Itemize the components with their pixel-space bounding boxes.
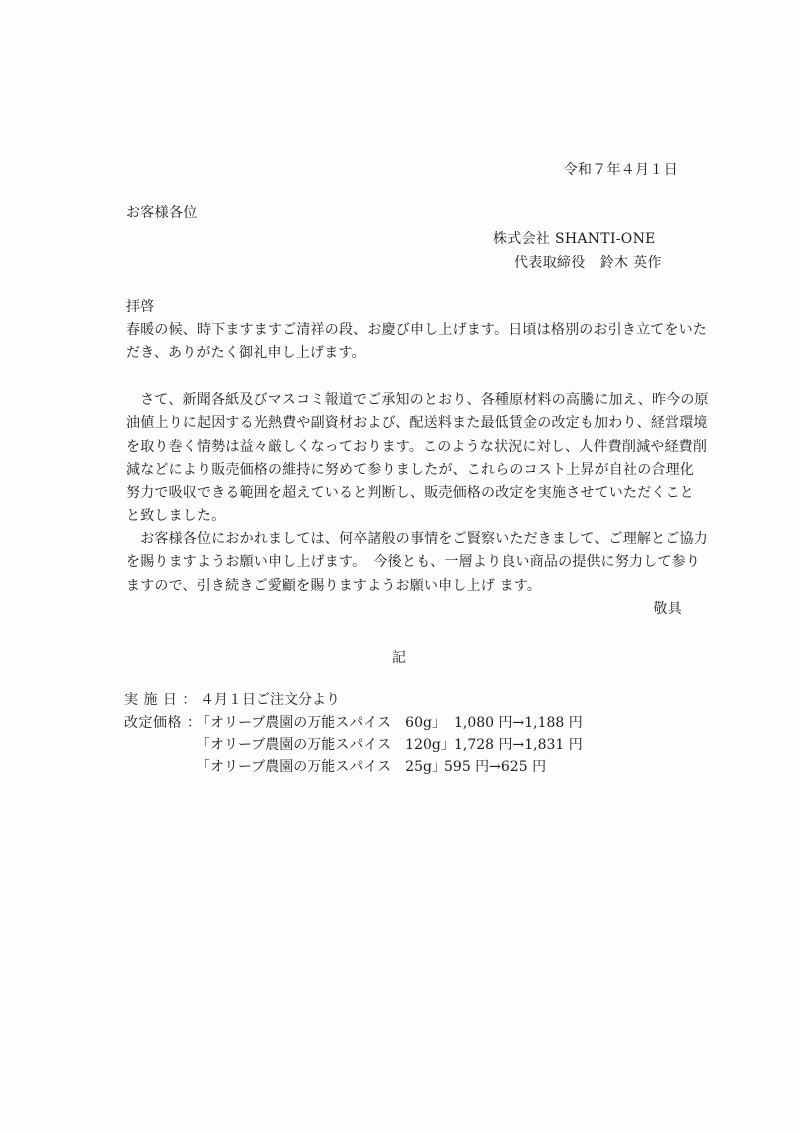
request-paragraph <box>126 528 708 598</box>
revised-price-label: 改定価格 ： <box>124 715 202 731</box>
representative-name: 代表取締役 鈴木 英作 <box>514 255 662 271</box>
price-item <box>124 713 684 735</box>
paragraph-line: と致しました。 <box>126 508 226 525</box>
paragraph-line: お客様各位におかれましては、何卒諸般の事情をご賢察いただきまして、ご理解とご協力 <box>126 531 708 547</box>
company-name: 株式会社 SHANTI-ONE <box>493 231 656 247</box>
product-name: 「オリーブ農園の万能スパイス 60g」 <box>196 715 446 731</box>
price-change: 1,080 円→1,188 円 <box>454 715 583 731</box>
product-name: 「オリーブ農園の万能スパイス 25g」 <box>196 759 446 775</box>
effective-date-row <box>124 690 684 713</box>
paragraph-line: を取り巻く情勢は益々厳しくなっております。このような状況に対し、人件費削減や経費削 <box>126 438 708 455</box>
reason-paragraph <box>126 389 709 529</box>
paragraph-line: ますので、引き続きご愛顧を賜りますようお願い申し上げ ます。 <box>126 577 542 594</box>
paragraph-line: 春暖の候、時下ますますご清祥の段、お慶び申し上げます。日頃は格別のお引き立てをいた <box>126 322 708 338</box>
price-change: 1,728 円→1,831 円 <box>454 737 583 753</box>
product-name: 「オリーブ農園の万能スパイス 120g」 <box>196 737 455 753</box>
price-item-list <box>124 713 684 779</box>
opening-salutation: 拝啓 <box>126 299 155 315</box>
paragraph-line: 油値上りに起因する光熱費や副資材および、配送料また最低賃金の改定も加わり、経営環境 <box>126 415 708 432</box>
greeting-paragraph <box>126 319 708 366</box>
price-item <box>124 735 684 757</box>
paragraph-line: だき、ありがたく御礼申し上げます。 <box>126 345 366 362</box>
paragraph-line: 努力で吸収できる範囲を超えていると判断し、販売価格の改定を実施させていただくこと <box>126 485 694 502</box>
effective-date-value: ４月１日ご注文分より <box>200 692 340 708</box>
price-item <box>124 757 684 779</box>
paragraph-line: 減などにより販売価格の維持に努めて参りましたが、これらのコスト上昇が自社の合理化 <box>126 461 694 478</box>
paragraph-line: を賜りますようお願い申し上げます。 今後とも、一層より良い商品の提供に努力して参り <box>126 554 701 571</box>
price-revision-notes <box>124 690 684 775</box>
price-change: 595 円→625 円 <box>444 759 547 775</box>
letter-date: 令和７年４月１日 <box>563 162 678 178</box>
closing-salutation: 敬具 <box>653 601 682 617</box>
paragraph-line: さて、新聞各紙及びマスコミ報道でご承知のとおり、各種原材料の高騰に加え、昨今の原 <box>126 392 709 408</box>
addressee: お客様各位 <box>126 205 198 221</box>
effective-date-label: 実 施 日 ： <box>124 692 197 708</box>
notes-heading: 記 <box>392 650 407 666</box>
